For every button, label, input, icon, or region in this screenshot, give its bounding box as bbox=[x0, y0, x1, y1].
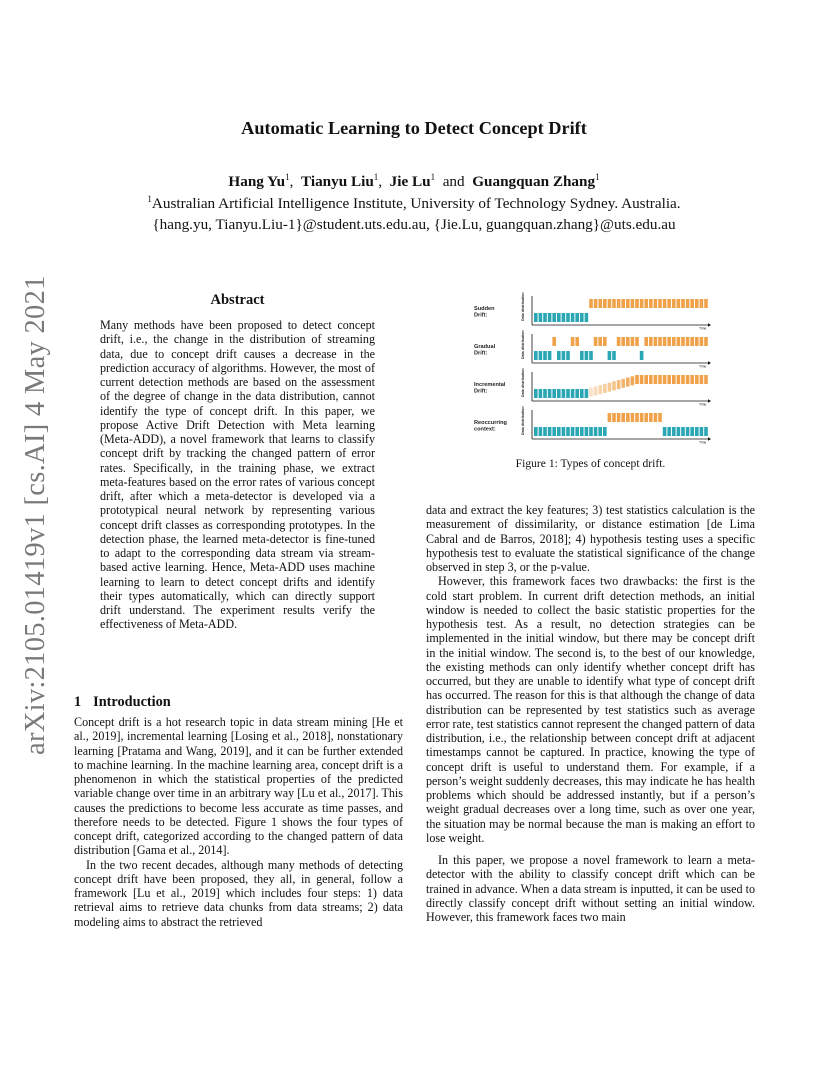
data-block bbox=[548, 351, 552, 360]
author-name: Tianyu Liu bbox=[301, 173, 374, 191]
data-block bbox=[677, 375, 681, 384]
data-block bbox=[562, 313, 566, 322]
data-block bbox=[566, 351, 570, 360]
time-axis-label: Time bbox=[699, 326, 707, 331]
data-block bbox=[552, 313, 556, 322]
data-block bbox=[603, 337, 607, 346]
data-block bbox=[654, 375, 658, 384]
data-block bbox=[594, 299, 598, 308]
data-block bbox=[663, 375, 667, 384]
data-block bbox=[580, 389, 584, 398]
data-block bbox=[690, 375, 694, 384]
data-block bbox=[663, 427, 667, 436]
y-axis-label: Data distribution bbox=[521, 292, 525, 321]
drift-type-label: context: bbox=[474, 426, 496, 433]
data-block bbox=[548, 313, 552, 322]
data-block bbox=[539, 427, 543, 436]
data-block bbox=[534, 351, 538, 360]
data-block bbox=[534, 389, 538, 398]
data-block bbox=[534, 427, 538, 436]
data-block bbox=[562, 351, 566, 360]
data-block bbox=[594, 386, 598, 395]
y-axis-label: Data distribution bbox=[521, 330, 525, 359]
section-heading-introduction bbox=[74, 694, 183, 711]
data-block bbox=[566, 427, 570, 436]
data-block bbox=[598, 427, 602, 436]
data-block bbox=[626, 299, 630, 308]
drift-type-label: Sudden bbox=[474, 306, 495, 312]
data-block bbox=[617, 413, 621, 422]
data-block bbox=[603, 427, 607, 436]
data-block bbox=[654, 337, 658, 346]
data-block bbox=[543, 313, 547, 322]
data-block bbox=[575, 389, 579, 398]
data-block bbox=[700, 427, 704, 436]
author-emails: {hang.yu, Tianyu.Liu-1}@student.uts.edu.au, {Jie.Lu, guangquan.zhang}@uts.edu.au bbox=[152, 216, 676, 233]
drift-panel bbox=[474, 368, 711, 406]
affiliation-mark: 1 bbox=[147, 194, 152, 204]
data-block bbox=[640, 375, 644, 384]
data-block bbox=[686, 337, 690, 346]
data-block bbox=[608, 351, 612, 360]
data-block bbox=[667, 375, 671, 384]
data-block bbox=[562, 427, 566, 436]
data-block bbox=[667, 337, 671, 346]
data-block bbox=[677, 427, 681, 436]
data-block bbox=[539, 389, 543, 398]
data-block bbox=[644, 337, 648, 346]
data-block bbox=[598, 299, 602, 308]
data-block bbox=[621, 379, 625, 388]
data-block bbox=[700, 299, 704, 308]
data-block bbox=[594, 427, 598, 436]
drift-type-label: Drift: bbox=[474, 388, 488, 395]
section-title: Introduction bbox=[93, 694, 171, 710]
data-block bbox=[585, 427, 589, 436]
drift-type-label: Drift: bbox=[474, 350, 488, 357]
data-block bbox=[658, 299, 662, 308]
time-axis-label: Time bbox=[699, 402, 707, 407]
data-block bbox=[635, 375, 639, 384]
author-name: Guangquan Zhang bbox=[472, 173, 596, 191]
data-block bbox=[672, 299, 676, 308]
data-block bbox=[631, 299, 635, 308]
drift-panel bbox=[474, 330, 711, 368]
data-block bbox=[617, 337, 621, 346]
data-block bbox=[557, 351, 561, 360]
body-paragraph: In this paper, we propose a novel framework to learn a meta-detector with the ability to classify concept drift which can be trained in advance. When a data stream is inputted, it can be used to directly classify concept drift without setting an initial window. However, this framework faces two main bbox=[426, 853, 755, 924]
x-axis-arrow bbox=[708, 361, 711, 364]
data-block bbox=[589, 427, 593, 436]
data-block bbox=[598, 337, 602, 346]
data-block bbox=[608, 413, 612, 422]
data-block bbox=[562, 389, 566, 398]
data-block bbox=[621, 299, 625, 308]
data-block bbox=[539, 313, 543, 322]
data-block bbox=[686, 299, 690, 308]
data-block bbox=[566, 313, 570, 322]
data-block bbox=[557, 313, 561, 322]
data-block bbox=[575, 427, 579, 436]
drift-panel bbox=[474, 292, 711, 330]
data-block bbox=[603, 384, 607, 393]
data-block bbox=[575, 313, 579, 322]
data-block bbox=[649, 299, 653, 308]
data-block bbox=[612, 381, 616, 390]
data-block bbox=[543, 389, 547, 398]
data-block bbox=[681, 427, 685, 436]
data-block bbox=[626, 337, 630, 346]
data-block bbox=[557, 427, 561, 436]
data-block bbox=[690, 427, 694, 436]
data-block bbox=[654, 413, 658, 422]
data-block bbox=[631, 376, 635, 385]
data-block bbox=[543, 351, 547, 360]
author-separator: , bbox=[289, 173, 294, 191]
data-block bbox=[548, 389, 552, 398]
drift-type-label: Drift: bbox=[474, 312, 488, 319]
drift-panel bbox=[474, 406, 711, 444]
figure-caption: Figure 1: Types of concept drift. bbox=[515, 457, 666, 470]
body-paragraph: However, this framework faces two drawbacks: the first is the cold start problem. In current drift detection methods, an initial window is needed to collect the basic statistic properties for the hypothesis test. As a result, no detection strategies can be implemented in the initial window, but there may be concept drift in the initial window. The second is, to the best of our knowledge, the existing methods can only identify whether concept drift has occurred, but they are unable to identify what type of concept drift has occurred. The reason for this is that although the change of data distribution can be represented by test statistics such as average error rate, test statistics cannot represent the changed pattern of data distribution, i.e., the relationship between concept drift at adjacent timestamps cannot be captured. In practice, knowing the type of concept drift is useful to understand them. For example, if a person’s weight suddenly decreases, this may indicate he has health problems which should be addressed instantly, but if a person’s weight gradual decreases over a long time, such as over one year, the situation may be normal because the man is making an effort to lose weight. bbox=[426, 574, 755, 845]
data-block bbox=[626, 413, 630, 422]
data-block bbox=[635, 413, 639, 422]
data-block bbox=[667, 427, 671, 436]
data-block bbox=[580, 351, 584, 360]
data-block bbox=[552, 337, 556, 346]
data-block bbox=[598, 385, 602, 394]
data-block bbox=[612, 351, 616, 360]
data-block bbox=[548, 427, 552, 436]
data-block bbox=[589, 388, 593, 397]
data-block bbox=[571, 427, 575, 436]
x-axis-arrow bbox=[708, 323, 711, 326]
author-name: Hang Yu bbox=[228, 173, 286, 191]
data-block bbox=[644, 413, 648, 422]
data-block bbox=[695, 375, 699, 384]
data-block bbox=[649, 375, 653, 384]
data-block bbox=[704, 299, 708, 308]
introduction-body bbox=[74, 715, 403, 929]
body-paragraph: In the two recent decades, although many methods of detecting concept drift have been proposed, they all, in general, follow a framework [Lu et al., 2019] which includes four steps: 1) data retrieval aims to retrieve data chunks from data streams; 2) data modeling aims to abstract the retrieved bbox=[74, 857, 403, 929]
data-block bbox=[644, 299, 648, 308]
data-block bbox=[571, 389, 575, 398]
data-block bbox=[571, 337, 575, 346]
data-block bbox=[635, 337, 639, 346]
time-axis-label: Time bbox=[699, 364, 707, 369]
data-block bbox=[612, 413, 616, 422]
body-paragraph: data and extract the key features; 3) test statistics calculation is the measurement of dissimilarity, or distance estimation [de Lima Cabral and de Barros, 2018]; 4) hypothesis testing uses a specific hypothesis test to evaluate the statistical significance of the change observed in step 3, or the p-value. bbox=[426, 503, 755, 574]
data-block bbox=[539, 351, 543, 360]
data-block bbox=[640, 299, 644, 308]
data-block bbox=[617, 299, 621, 308]
data-block bbox=[589, 351, 593, 360]
abstract-paragraph: Many methods have been proposed to detect concept drift, i.e., the change in the distribution of streaming data, due to concept drift causes a decrease in the prediction accuracy of algorithms. However, the most of current detection methods are based on the assessment of the degree of change in the data distribution, cannot identify the type of concept drift. In this paper, we propose Active Drift Detection with Meta learning (Meta-ADD), a novel framework that learns to classify concept drift by tracking the changed pattern of error rates. Specifically, in the training phase, we extract meta-features based on the error rates of various concept drift, after which a meta-detector is developed via a prototypical neural network by representing various concept drift classes as corresponding prototypes. In the detection phase, the learned meta-detector is fine-tuned to adapt to the corresponding data stream via stream-based active learning. Hence, Meta-ADD uses machine learning to learn to detect concept drifts and identify their types automatically, which can directly support drift understand. The experiment results verify the effectiveness of Meta-ADD. bbox=[100, 318, 375, 632]
data-block bbox=[667, 299, 671, 308]
data-block bbox=[704, 337, 708, 346]
data-block bbox=[686, 375, 690, 384]
y-axis-label: Data distribution bbox=[521, 368, 525, 397]
data-block bbox=[589, 299, 593, 308]
data-block bbox=[621, 413, 625, 422]
data-block bbox=[580, 313, 584, 322]
drift-type-label: Reoccurring bbox=[474, 420, 507, 426]
author-affil-mark: 1 bbox=[595, 172, 600, 182]
data-block bbox=[552, 389, 556, 398]
data-block bbox=[658, 413, 662, 422]
author-and: and bbox=[442, 173, 465, 191]
data-block bbox=[704, 375, 708, 384]
data-block bbox=[575, 337, 579, 346]
section-number: 1 bbox=[74, 694, 82, 710]
data-block bbox=[640, 351, 644, 360]
author-separator: , bbox=[378, 173, 383, 191]
drift-type-label: Incremental bbox=[474, 382, 506, 388]
data-block bbox=[626, 378, 630, 387]
data-block bbox=[603, 299, 607, 308]
author-name: Jie Lu bbox=[389, 173, 431, 191]
abstract-body bbox=[100, 318, 375, 632]
data-block bbox=[672, 427, 676, 436]
data-block bbox=[690, 337, 694, 346]
data-block bbox=[690, 299, 694, 308]
data-block bbox=[557, 389, 561, 398]
data-block bbox=[695, 427, 699, 436]
affiliation bbox=[0, 194, 828, 213]
right-column-body bbox=[426, 503, 755, 924]
data-block bbox=[566, 389, 570, 398]
time-axis-label: Time bbox=[699, 440, 707, 445]
data-block bbox=[672, 337, 676, 346]
data-block bbox=[635, 299, 639, 308]
data-block bbox=[663, 299, 667, 308]
paper-title: Automatic Learning to Detect Concept Drift bbox=[241, 118, 587, 138]
author-affil-mark: 1 bbox=[285, 172, 290, 182]
data-block bbox=[695, 299, 699, 308]
data-block bbox=[704, 427, 708, 436]
data-block bbox=[552, 427, 556, 436]
data-block bbox=[644, 375, 648, 384]
data-block bbox=[585, 351, 589, 360]
drift-type-label: Gradual bbox=[474, 344, 496, 350]
data-block bbox=[585, 389, 589, 398]
data-block bbox=[677, 299, 681, 308]
data-block bbox=[686, 427, 690, 436]
data-block bbox=[681, 337, 685, 346]
data-block bbox=[608, 299, 612, 308]
data-block bbox=[695, 337, 699, 346]
data-block bbox=[658, 337, 662, 346]
data-block bbox=[534, 313, 538, 322]
data-block bbox=[681, 375, 685, 384]
data-block bbox=[608, 383, 612, 392]
data-block bbox=[658, 375, 662, 384]
data-block bbox=[663, 337, 667, 346]
body-paragraph: Concept drift is a hot research topic in data stream mining [He et al., 2019], incremental learning [Losing et al., 2018], nonstationary learning [Pratama and Wang, 2019], and it can be further extended to machine learning. In the machine learning area, concept drift is a phenomenon in which the statistical properties of the predicted variable change over time in an arbitrary way [Lu et al., 2017]. This causes the predictions to become less accurate as time passes, and therefore needs to be detected. Figure 1 shows the four types of concept drift, categorized according to the changed pattern of data distribution [Gama et al., 2014]. bbox=[74, 715, 403, 858]
data-block bbox=[649, 413, 653, 422]
data-block bbox=[700, 375, 704, 384]
data-block bbox=[681, 299, 685, 308]
data-block bbox=[543, 427, 547, 436]
data-block bbox=[580, 427, 584, 436]
data-block bbox=[654, 299, 658, 308]
x-axis-arrow bbox=[708, 399, 711, 402]
arxiv-identifier: arXiv:2105.01419v1 [cs.AI] 4 May 2021 bbox=[20, 275, 51, 755]
data-block bbox=[571, 313, 575, 322]
data-block bbox=[585, 313, 589, 322]
author-affil-mark: 1 bbox=[430, 172, 436, 182]
data-block bbox=[631, 337, 635, 346]
data-block bbox=[649, 337, 653, 346]
figure-concept-drift-types bbox=[470, 292, 715, 445]
y-axis-label: Data distribution bbox=[521, 406, 525, 435]
author-list bbox=[0, 172, 828, 191]
x-axis-arrow bbox=[708, 437, 711, 440]
affiliation-text: Australian Artificial Intelligence Institute, University of Technology Sydney. Australia. bbox=[151, 195, 681, 213]
author-affil-mark: 1 bbox=[373, 172, 379, 182]
data-block bbox=[640, 413, 644, 422]
data-block bbox=[631, 413, 635, 422]
data-block bbox=[677, 337, 681, 346]
data-block bbox=[594, 337, 598, 346]
abstract-heading: Abstract bbox=[210, 292, 265, 308]
data-block bbox=[617, 380, 621, 389]
data-block bbox=[672, 375, 676, 384]
data-block bbox=[612, 299, 616, 308]
data-block bbox=[700, 337, 704, 346]
data-block bbox=[621, 337, 625, 346]
